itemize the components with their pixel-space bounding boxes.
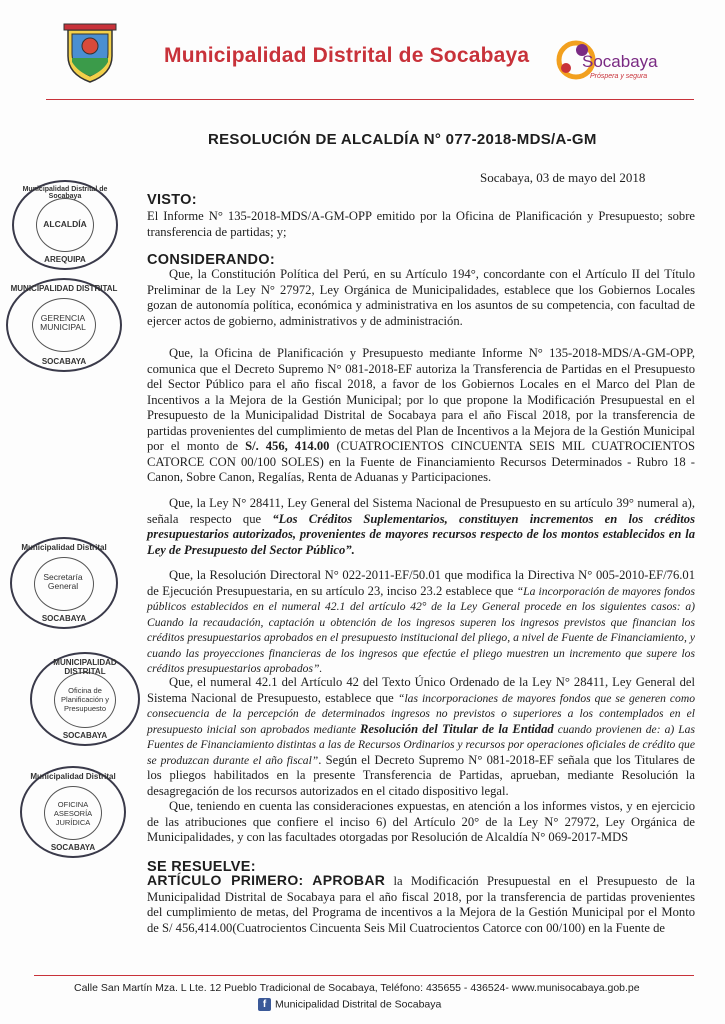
considerando-heading: CONSIDERANDO: (147, 252, 275, 268)
considerando-paragraph-2: Que, la Oficina de Planificación y Presupuesto mediante Informe N° 135-2018-MDS/A-GM-OPP, comunica que el Decreto Supremo N° 081-2018-EF autoriza la Transferencia de Partidas en el Presupuesto del Sector Público para el año fiscal 2018, a favor de los Gobiernos Locales en el Marco del Plan de Incentivos a la Mejora de la Gestión Municipal; por lo que propone la Modificación Presupuestal en el Presupuesto de la Municipalidad Distrital de Socabaya para el año Fiscal 2018, por la transferencia de partidas provenientes del cumplimiento de metas del Plan de Incentivos a la Mejora de la Gestión Municipal por el monto de S/. 456, 414.00 (CUATROCIENTOS CINCUENTA SEIS MIL CUATROCIENTOS CATORCE CON 00/100 SOLES) en la Fuente de Financiamiento Recursos Determinados - Rubro 18 - Canon, Sobre Canon, Regalías, Renta de Aduanas y Participaciones. (147, 346, 696, 484)
alcaldia-stamp: Municipalidad Distrital de Socabaya ALCALDÍA AREQUIPA (12, 180, 118, 270)
se-resuelve-heading: SE RESUELVE: (147, 859, 256, 875)
considerando-paragraph-6: Que, teniendo en cuenta las consideraciones expuestas, en atención a los informes vistos, y en ejercicio de las atribuciones que confiere el inciso 6) del Artículo 20° de la Ley N° 27972, Ley Orgánica de Municipalidades, y con las facultades otorgadas por Resolución de Alcaldía N° 069-2017-MDS (147, 799, 695, 844)
date-line: Socabaya, 03 de mayo del 2018 (480, 170, 646, 185)
facebook-icon: f (258, 998, 271, 1011)
considerando-paragraph-4: Que, la Resolución Directoral N° 022-2011-EF/50.01 que modifica la Directiva N° 005-2010-EF/76.01 de Ejecución Presupuestaria, en su artículo 23, inciso 23.2 establece que “La incorporación de mayores fondos públicos establecidos en el numeral 42.1 del artículo 42° de la Ley General procede en los siguientes casos: a) Cuando la recaudación, captación u obtención de los ingresos superen los ingresos previstos que financian los créditos presupuestarios aprobados en el presupuesto institucional del pliego, a nivel de Fuente de Financiamiento, y cuando las proyecciones financieras de los ingresos que efectúe el pliego muestren un incremento que supere los créditos presupuestarios aprobados”. (147, 568, 695, 675)
municipal-crest-logo (58, 22, 122, 86)
considerando-paragraph-5: Que, el numeral 42.1 del Artículo 42 del Texto Único Ordenado de la Ley N° 28411, Ley General del Sistema Nacional de Presupuesto, establece que “las incorporaciones de mayores fondos que se generen como consecuencia de la percepción de determinados ingresos no previstos o superiores a los contemplados en el presupuesto inicial son aprobados mediante Resolución del Titular de la Entidad cuando provienen de: a) Las Fuentes de Financiamiento distintas a las de Recursos Ordinarios y recursos por operaciones oficiales de crédito que se produzcan durante el año fiscal”. Según el Decreto Supremo N° 081-2018-EF señala que los Titulares de los pliegos habilitados en la presente Transferencia de Partidas, aprueban, mediante Resolución la desagregación de los recursos autorizados en el citado dispositivo legal. (147, 675, 696, 798)
footer-facebook: f Municipalidad Distrital de Socabaya (258, 998, 441, 1011)
planificacion-presupuesto-stamp: MUNICIPALIDAD DISTRITAL Oficina de Planificación y Presupuesto SOCABAYA (30, 652, 140, 746)
footer-divider (34, 975, 694, 976)
considerando-paragraph-1: Que, la Constitución Política del Perú, en su Artículo 194°, concordante con el Artículo II del Título Preliminar de la Ley N° 27972, Ley Orgánica de Municipalidades, establece que los Gobiernos Locales gozan de autonomía política, económica y administrativa en los asuntos de su competencia, con facultad de ejercer actos de gobierno, administrativos y de administración. (147, 267, 695, 328)
considerando-paragraph-3: Que, la Ley N° 28411, Ley General del Sistema Nacional de Presupuesto en su artículo 39° numeral a), señala respecto que “Los Créditos Suplementarios, constituyen incrementos en los créditos presupuestarios autorizados, provenientes de mayores recursos respecto de los montos establecidos en la Ley de Presupuesto del Sector Público”. (147, 496, 695, 557)
brand-logo-text: Socabaya (582, 52, 658, 71)
visto-heading: VISTO: (147, 192, 197, 208)
header-divider (46, 99, 694, 100)
articulo-primero: ARTÍCULO PRIMERO: APROBAR la Modificación Presupuestal en el Presupuesto de la Municipalidad Distrital de Socabaya para el año fiscal 2018, por la transferencia de partidas provenientes del cumplimiento de metas, del Programa de incentivos a la Mejora de la Gestión Municipal por el Monto de S/ 456,414.00(Cuatrocientos Cincuenta Seis Mil Cuatrocientos Catorce con 00/100) en la Fuente de (147, 872, 695, 935)
socabaya-brand-logo (556, 40, 666, 90)
gerencia-municipal-stamp: MUNICIPALIDAD DISTRITAL GERENCIA MUNICIPAL SOCABAYA (6, 278, 122, 372)
visto-text: El Informe N° 135-2018-MDS/A-GM-OPP emitido por la Oficina de Planificación y Presupuesto; sobre transferencia de partidas; y; (147, 209, 695, 239)
brand-logo-slogan: Próspera y segura (590, 73, 648, 80)
asesoria-juridica-stamp: Municipalidad Distrital OFICINA ASESORÍA JURÍDICA SOCABAYA (20, 766, 126, 858)
resolution-title: RESOLUCIÓN DE ALCALDÍA N° 077-2018-MDS/A-GM (208, 131, 597, 148)
secretaria-general-stamp: Municipalidad Distrital Secretaría General SOCABAYA (10, 537, 118, 629)
footer-address: Calle San Martín Mza. L Lte. 12 Pueblo Tradicional de Socabaya, Teléfono: 435655 - 436524- www.munisocabaya.gob.pe (74, 982, 640, 994)
municipality-name: Municipalidad Distrital de Socabaya (164, 44, 530, 67)
